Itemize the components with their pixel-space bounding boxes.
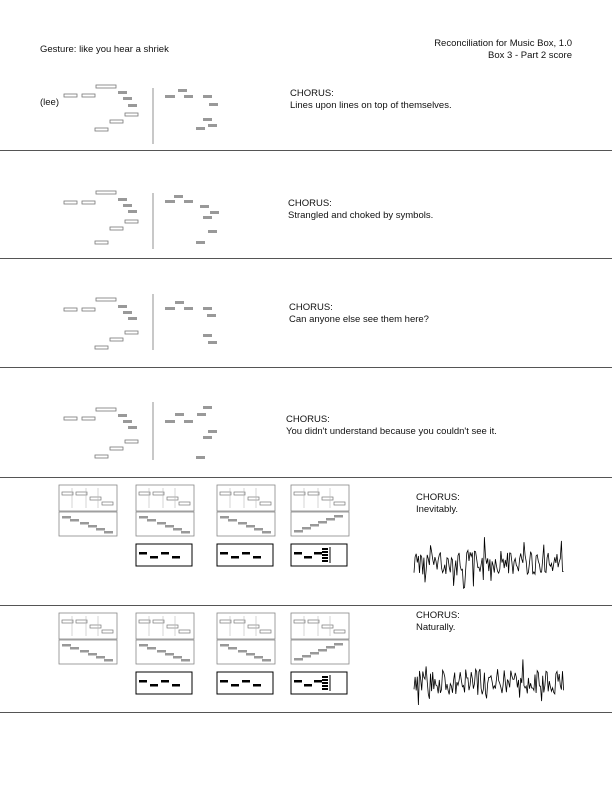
chorus-line: Naturally. [416, 622, 456, 633]
gesture-instruction: Gesture: like you hear a shriek [40, 44, 169, 55]
chorus-line: Lines upon lines on top of themselves. [290, 100, 452, 111]
notation-graphic [60, 292, 240, 362]
score-title: Reconciliation for Music Box, 1.0 [434, 38, 572, 49]
chorus-label: CHORUS: [288, 198, 332, 209]
chorus-line: Can anyone else see them here? [289, 314, 429, 325]
section-divider [0, 605, 612, 606]
waveform-line [414, 659, 564, 705]
music-box-panels [58, 612, 358, 702]
music-box-panel [291, 485, 349, 566]
chorus-line: Strangled and choked by symbols. [288, 210, 434, 221]
notation-graphic [60, 400, 240, 470]
chorus-line: You didn't understand because you couldn't see it. [286, 426, 497, 437]
notation-graphic [60, 80, 240, 150]
music-box-panel [217, 613, 275, 694]
waveform-graphic [414, 535, 569, 590]
music-box-panel [59, 613, 117, 664]
chorus-label: CHORUS: [286, 414, 330, 425]
section-divider [0, 258, 612, 259]
notation-graphic [60, 185, 240, 255]
waveform-line [414, 537, 564, 588]
chorus-label: CHORUS: [290, 88, 334, 99]
music-box-panels [58, 484, 358, 574]
music-box-panel [59, 485, 117, 536]
score-subtitle: Box 3 - Part 2 score [488, 50, 572, 61]
section-divider [0, 712, 612, 713]
waveform-graphic [414, 652, 569, 712]
section-divider [0, 150, 612, 151]
chorus-label: CHORUS: [289, 302, 333, 313]
chorus-label: CHORUS: [416, 610, 460, 621]
music-box-panel [136, 485, 194, 566]
section-divider [0, 367, 612, 368]
performer-annotation: (lee) [40, 97, 60, 108]
music-box-panel [217, 485, 275, 566]
chorus-label: CHORUS: [416, 492, 460, 503]
music-box-panel [136, 613, 194, 694]
music-box-panel [291, 613, 349, 694]
chorus-line: Inevitably. [416, 504, 459, 515]
section-divider [0, 477, 612, 478]
